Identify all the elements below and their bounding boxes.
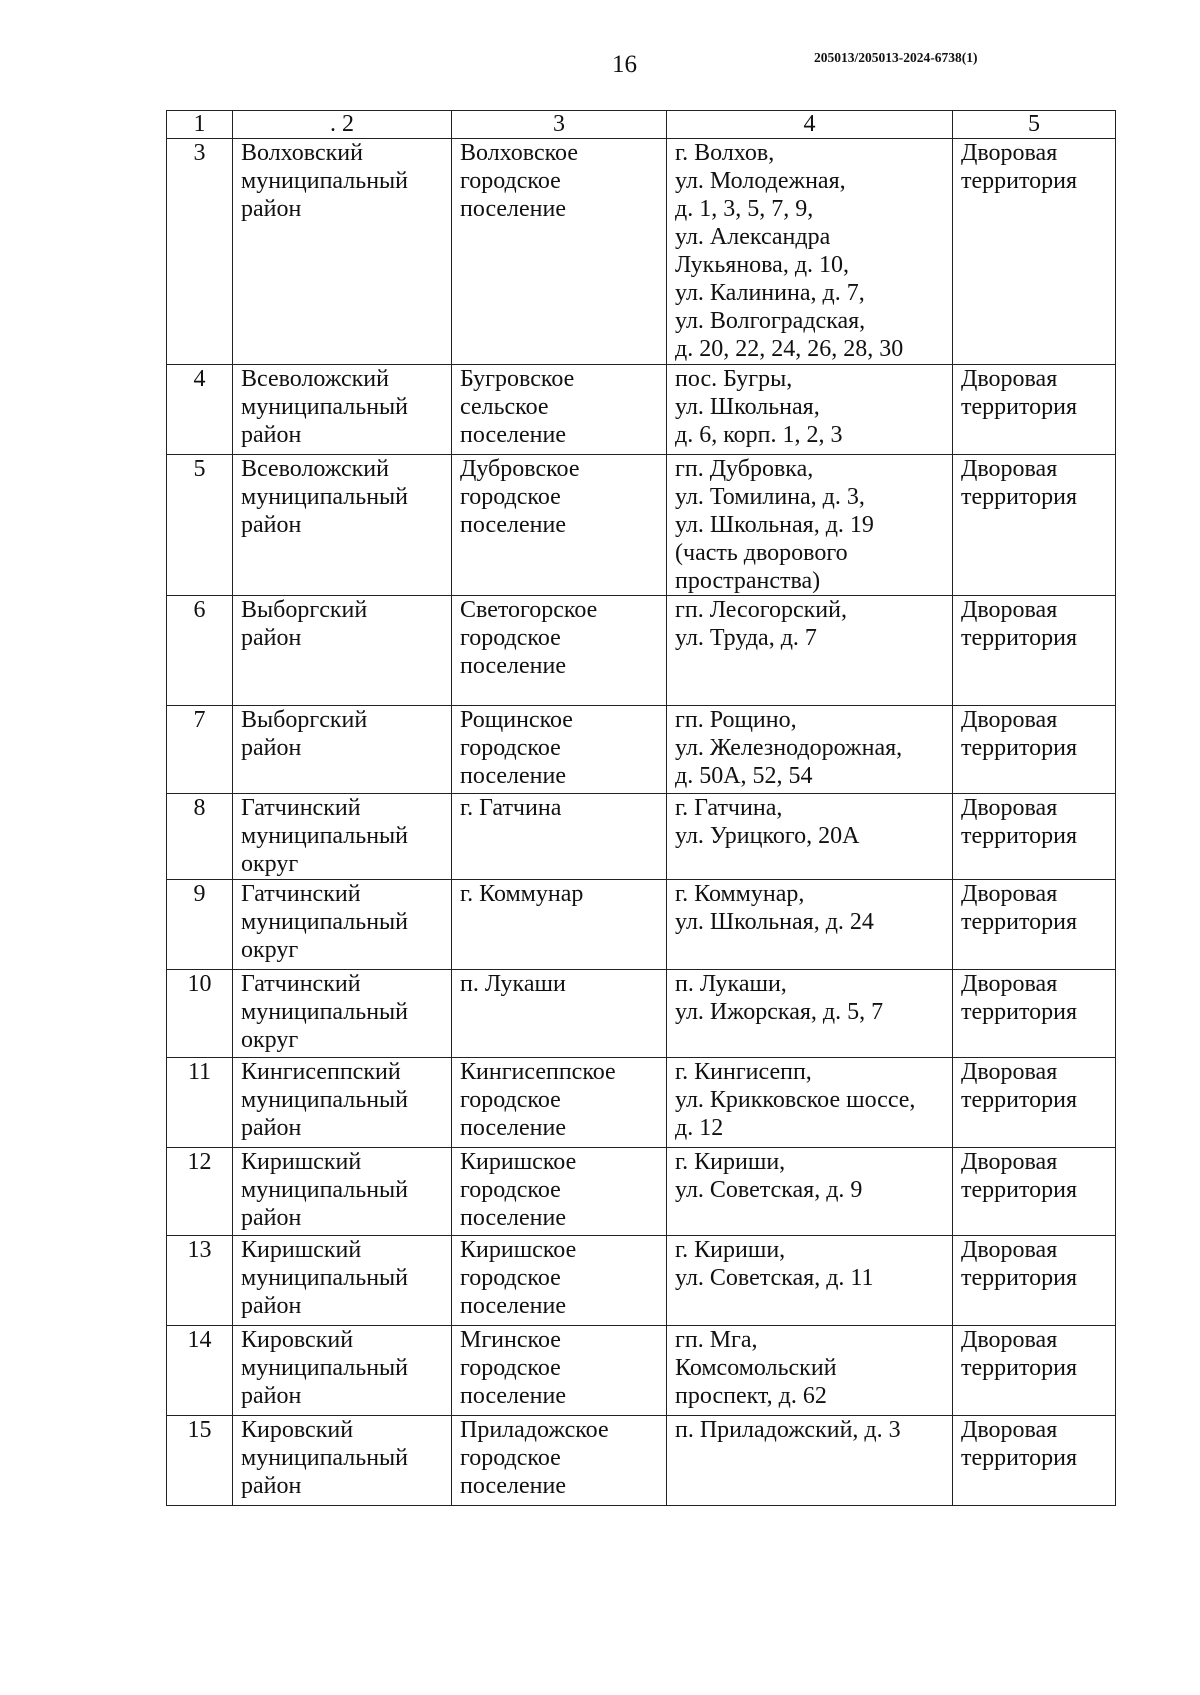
row-number: 6 — [167, 596, 233, 706]
row-number: 3 — [167, 139, 233, 365]
settlement-line: Приладожское — [460, 1417, 609, 1443]
row-number: 14 — [167, 1326, 233, 1416]
territory-type-cell — [953, 1416, 1116, 1506]
territory-type-cell — [953, 365, 1116, 455]
settlement-cell — [452, 1058, 667, 1148]
address-line: д. 6, корп. 1, 2, 3 — [675, 422, 843, 448]
settlement-line: городское — [460, 1177, 561, 1203]
address-line: Лукьянова, д. 10, — [675, 252, 850, 278]
address-line: п. Лукаши, — [675, 971, 787, 997]
address-cell — [667, 455, 953, 596]
address-line: (часть дворового — [675, 540, 848, 566]
district-line: район — [241, 196, 302, 222]
district-cell — [233, 970, 452, 1058]
address-line: ул. Калинина, д. 7, — [675, 280, 865, 306]
address-line: пространства) — [675, 568, 821, 594]
settlement-cell — [452, 880, 667, 970]
territory-type-line: территория — [961, 484, 1078, 510]
district-line: муниципальный — [241, 1087, 409, 1113]
district-line: район — [241, 735, 302, 761]
settlement-line: сельское — [460, 394, 549, 420]
address-cell — [667, 794, 953, 880]
column-header: 5 — [953, 111, 1116, 139]
address-line: гп. Дубровка, — [675, 456, 814, 482]
table-row — [167, 1148, 1116, 1236]
territory-type-line: Дворовая — [961, 366, 1058, 392]
settlement-line: Киришское — [460, 1149, 577, 1175]
settlement-line: городское — [460, 625, 561, 651]
district-line: Волховский — [241, 140, 363, 166]
district-line: Киришский — [241, 1237, 362, 1263]
settlement-cell — [452, 455, 667, 596]
address-line: г. Кириши, — [675, 1237, 786, 1263]
table-row — [167, 706, 1116, 794]
address-line: ул. Школьная, д. 19 — [675, 512, 874, 538]
settlement-line: Волховское — [460, 140, 578, 166]
district-cell — [233, 1326, 452, 1416]
district-line: муниципальный — [241, 1177, 409, 1203]
settlement-cell — [452, 970, 667, 1058]
table-body — [167, 139, 1116, 1506]
territory-type-cell — [953, 1326, 1116, 1416]
table-row — [167, 1058, 1116, 1148]
settlement-line: поселение — [460, 653, 567, 679]
settlement-line: г. Гатчина — [460, 795, 562, 821]
district-cell — [233, 1058, 452, 1148]
settlement-line: Мгинское — [460, 1327, 561, 1353]
territory-type-line: Дворовая — [961, 1237, 1058, 1263]
district-line: Кировский — [241, 1327, 354, 1353]
territory-type-cell — [953, 1058, 1116, 1148]
territory-type-line: территория — [961, 823, 1078, 849]
district-cell — [233, 1148, 452, 1236]
row-number: 12 — [167, 1148, 233, 1236]
district-line: Всеволожский — [241, 366, 389, 392]
address-line: д. 50А, 52, 54 — [675, 763, 813, 789]
district-cell — [233, 365, 452, 455]
district-line: район — [241, 1383, 302, 1409]
column-number-row — [167, 111, 1116, 139]
district-line: округ — [241, 937, 299, 963]
territory-type-line: территория — [961, 394, 1078, 420]
territory-type-cell — [953, 139, 1116, 365]
settlement-cell — [452, 1326, 667, 1416]
district-line: Выборгский — [241, 597, 368, 623]
address-line: ул. Труда, д. 7 — [675, 625, 817, 651]
settlement-line: городское — [460, 1355, 561, 1381]
address-line: д. 12 — [675, 1115, 724, 1141]
district-cell — [233, 1416, 452, 1506]
territory-type-cell — [953, 1236, 1116, 1326]
district-line: Гатчинский — [241, 795, 361, 821]
address-line: ул. Волгоградская, — [675, 308, 866, 334]
district-line: Гатчинский — [241, 971, 361, 997]
column-header: 4 — [667, 111, 953, 139]
settlement-line: городское — [460, 735, 561, 761]
settlement-line: Киришское — [460, 1237, 577, 1263]
column-header: . 2 — [233, 111, 452, 139]
territory-type-line: Дворовая — [961, 1149, 1058, 1175]
address-line: ул. Школьная, — [675, 394, 820, 420]
address-line: ул. Советская, д. 11 — [675, 1265, 874, 1291]
address-line: ул. Александра — [675, 224, 831, 250]
address-line: д. 1, 3, 5, 7, 9, — [675, 196, 814, 222]
territory-type-line: Дворовая — [961, 1417, 1058, 1443]
territory-type-line: территория — [961, 909, 1078, 935]
settlement-cell — [452, 1148, 667, 1236]
row-number: 10 — [167, 970, 233, 1058]
territory-type-line: территория — [961, 735, 1078, 761]
address-line: ул. Железнодорожная, — [675, 735, 903, 761]
settlement-line: поселение — [460, 1293, 567, 1319]
address-line: ул. Советская, д. 9 — [675, 1177, 863, 1203]
address-line: пос. Бугры, — [675, 366, 793, 392]
settlement-line: поселение — [460, 422, 567, 448]
table-row — [167, 1416, 1116, 1506]
district-cell — [233, 880, 452, 970]
address-cell — [667, 1236, 953, 1326]
district-line: муниципальный — [241, 394, 409, 420]
territory-type-line: территория — [961, 1445, 1078, 1471]
district-line: район — [241, 1205, 302, 1231]
territory-type-line: Дворовая — [961, 140, 1058, 166]
row-number: 5 — [167, 455, 233, 596]
settlement-line: Дубровское — [460, 456, 580, 482]
address-cell — [667, 596, 953, 706]
address-cell — [667, 880, 953, 970]
address-line: гп. Лесогорский, — [675, 597, 847, 623]
settlement-line: городское — [460, 168, 561, 194]
district-line: муниципальный — [241, 484, 409, 510]
district-line: район — [241, 422, 302, 448]
territory-type-line: Дворовая — [961, 971, 1058, 997]
settlement-cell — [452, 1416, 667, 1506]
address-line: г. Кириши, — [675, 1149, 786, 1175]
address-line: д. 20, 22, 24, 26, 28, 30 — [675, 336, 904, 362]
territory-type-line: Дворовая — [961, 881, 1058, 907]
address-line: ул. Молодежная, — [675, 168, 846, 194]
address-line: г. Гатчина, — [675, 795, 783, 821]
settlement-line: поселение — [460, 196, 567, 222]
territory-type-line: территория — [961, 1355, 1078, 1381]
settlement-line: Кингисеппское — [460, 1059, 616, 1085]
territory-type-line: территория — [961, 168, 1078, 194]
district-line: округ — [241, 1027, 299, 1053]
territory-type-line: Дворовая — [961, 707, 1058, 733]
address-line: проспект, д. 62 — [675, 1383, 827, 1409]
address-line: ул. Ижорская, д. 5, 7 — [675, 999, 884, 1025]
settlement-line: городское — [460, 1265, 561, 1291]
territory-table — [166, 110, 1116, 1506]
district-line: муниципальный — [241, 1445, 409, 1471]
table-row — [167, 970, 1116, 1058]
district-line: Гатчинский — [241, 881, 361, 907]
address-cell — [667, 1416, 953, 1506]
settlement-line: городское — [460, 484, 561, 510]
district-cell — [233, 455, 452, 596]
table-row — [167, 139, 1116, 365]
territory-type-cell — [953, 794, 1116, 880]
district-line: муниципальный — [241, 823, 409, 849]
district-cell — [233, 139, 452, 365]
document-id: 205013/205013-2024-6738(1) — [814, 50, 978, 65]
address-cell — [667, 139, 953, 365]
district-line: Кингисеппский — [241, 1059, 401, 1085]
settlement-line: п. Лукаши — [460, 971, 566, 997]
table-row — [167, 365, 1116, 455]
page-number: 16 — [612, 51, 637, 78]
territory-type-line: Дворовая — [961, 795, 1058, 821]
district-line: Всеволожский — [241, 456, 389, 482]
settlement-line: поселение — [460, 1473, 567, 1499]
address-cell — [667, 970, 953, 1058]
district-line: Киришский — [241, 1149, 362, 1175]
territory-type-cell — [953, 970, 1116, 1058]
territory-type-cell — [953, 455, 1116, 596]
row-number: 7 — [167, 706, 233, 794]
row-number: 13 — [167, 1236, 233, 1326]
territory-type-cell — [953, 596, 1116, 706]
row-number: 11 — [167, 1058, 233, 1148]
territory-type-line: территория — [961, 625, 1078, 651]
settlement-line: Рощинское — [460, 707, 573, 733]
district-line: район — [241, 1473, 302, 1499]
settlement-cell — [452, 139, 667, 365]
address-line: гп. Рощино, — [675, 707, 797, 733]
district-line: муниципальный — [241, 909, 409, 935]
district-line: муниципальный — [241, 1265, 409, 1291]
address-line: гп. Мга, — [675, 1327, 758, 1353]
table-row — [167, 1326, 1116, 1416]
row-number: 9 — [167, 880, 233, 970]
territory-type-line: Дворовая — [961, 1327, 1058, 1353]
row-number: 15 — [167, 1416, 233, 1506]
territory-type-line: Дворовая — [961, 456, 1058, 482]
district-line: район — [241, 512, 302, 538]
settlement-cell — [452, 794, 667, 880]
address-line: ул. Томилина, д. 3, — [675, 484, 865, 510]
column-header: 3 — [452, 111, 667, 139]
table-row — [167, 1236, 1116, 1326]
row-number: 4 — [167, 365, 233, 455]
address-cell — [667, 1326, 953, 1416]
row-number: 8 — [167, 794, 233, 880]
table-row — [167, 794, 1116, 880]
district-line: Кировский — [241, 1417, 354, 1443]
settlement-line: поселение — [460, 763, 567, 789]
address-line: г. Коммунар, — [675, 881, 805, 907]
address-line: п. Приладожский, д. 3 — [675, 1417, 901, 1443]
settlement-line: г. Коммунар — [460, 881, 584, 907]
district-line: Выборгский — [241, 707, 368, 733]
district-cell — [233, 706, 452, 794]
district-line: муниципальный — [241, 168, 409, 194]
territory-type-line: территория — [961, 1177, 1078, 1203]
address-line: ул. Урицкого, 20А — [675, 823, 860, 849]
address-cell — [667, 365, 953, 455]
column-header: 1 — [167, 111, 233, 139]
address-cell — [667, 1058, 953, 1148]
district-cell — [233, 596, 452, 706]
district-line: район — [241, 1115, 302, 1141]
table-row — [167, 596, 1116, 706]
district-line: район — [241, 1293, 302, 1319]
district-line: муниципальный — [241, 1355, 409, 1381]
address-line: ул. Школьная, д. 24 — [675, 909, 874, 935]
territory-type-line: территория — [961, 1087, 1078, 1113]
territory-type-line: Дворовая — [961, 1059, 1058, 1085]
settlement-cell — [452, 1236, 667, 1326]
district-line: муниципальный — [241, 999, 409, 1025]
settlement-line: городское — [460, 1087, 561, 1113]
address-line: ул. Крикковское шоссе, — [675, 1087, 916, 1113]
territory-type-cell — [953, 880, 1116, 970]
territory-type-line: Дворовая — [961, 597, 1058, 623]
territory-type-cell — [953, 706, 1116, 794]
settlement-cell — [452, 596, 667, 706]
settlement-line: поселение — [460, 1205, 567, 1231]
territory-type-line: территория — [961, 999, 1078, 1025]
settlement-line: городское — [460, 1445, 561, 1471]
address-line: Комсомольский — [675, 1355, 837, 1381]
settlement-line: Светогорское — [460, 597, 598, 623]
territory-type-cell — [953, 1148, 1116, 1236]
settlement-cell — [452, 365, 667, 455]
settlement-line: поселение — [460, 1383, 567, 1409]
table-row — [167, 880, 1116, 970]
table-row — [167, 455, 1116, 596]
address-cell — [667, 706, 953, 794]
settlement-line: поселение — [460, 1115, 567, 1141]
district-line: округ — [241, 851, 299, 877]
address-cell — [667, 1148, 953, 1236]
address-line: г. Кингисепп, — [675, 1059, 812, 1085]
settlement-line: Бугровское — [460, 366, 575, 392]
address-line: г. Волхов, — [675, 140, 775, 166]
district-cell — [233, 1236, 452, 1326]
district-line: район — [241, 625, 302, 651]
settlement-line: поселение — [460, 512, 567, 538]
territory-type-line: территория — [961, 1265, 1078, 1291]
settlement-cell — [452, 706, 667, 794]
district-cell — [233, 794, 452, 880]
